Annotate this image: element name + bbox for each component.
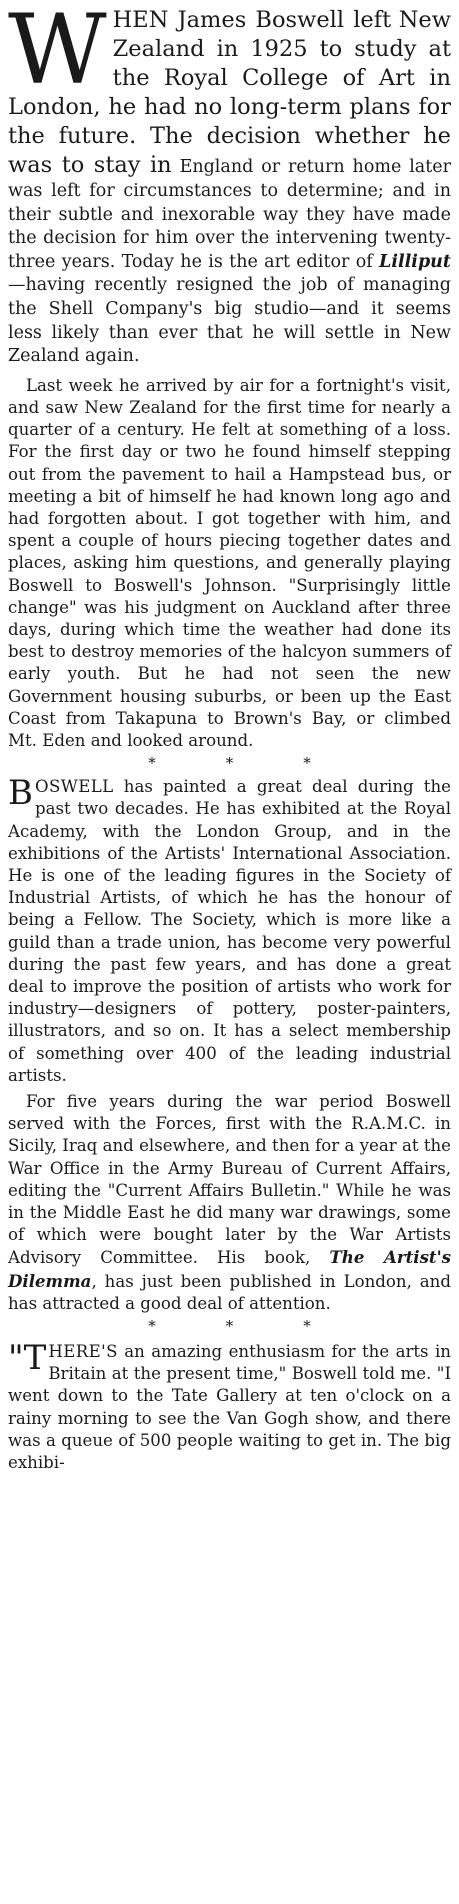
section-cap: "T <box>8 1338 47 1379</box>
war-text-pre: For five years during the war period Boswell served with the Forces, first with the R.A.M.C. in Sicily, Iraq and elsewhere, and then for a year at the War Office in the Army Bureau of Current Affairs, editing the "Current Affairs Bulletin." While he was in the Middle East he did many war drawings, some of which were bought later by the War Artists Advisory Committee. His book, <box>8 1092 451 1268</box>
section-lead: OSWELL <box>35 777 114 797</box>
section-separator <box>8 1317 451 1335</box>
separator-star: * <box>303 754 311 773</box>
career-text: has painted a great deal during the past two decades. He has exhibited at the Royal Academy, with the London Group, and in the exhibitions of the Artists' International Association. He is one of the leading figures in the Society of Industrial Artists, of which he has the honour of being a Fellow. The Society, which is more like a guild than a trade union, has become very powerful during the past few years, and has done a great deal to improve the position of artists who work for industry—designers of pottery, poster-painters, illustrators, and so on. It has a select membership of something over 400 of the leading industrial artists. <box>8 777 451 1085</box>
book-title: The Artist's Dilemma <box>8 1247 452 1291</box>
section-cap: B <box>8 773 33 814</box>
separator-star: * <box>225 1317 234 1336</box>
section-lead: HERE'S <box>48 1342 118 1362</box>
war-text-post: , has just been published in London, and has attracted a good deal of attention. <box>8 1271 451 1313</box>
enthusiasm-paragraph <box>8 1338 451 1474</box>
magazine-title: Lilliput <box>379 251 451 272</box>
opening-body-post: —having recently resigned the job of managing the Shell Company's big studio—and it seems less likely than ever that he will settle in New Zealand again. <box>8 275 451 367</box>
separator-star: * <box>148 754 156 773</box>
separator-star: * <box>225 754 234 773</box>
career-paragraph <box>8 773 451 1087</box>
drop-cap: W <box>8 0 107 106</box>
visit-paragraph: Last week he arrived by air for a fortnight's visit, and saw New Zealand for the first time for nearly a quarter of a century. He felt at something of a loss. For the first day or two he found himself stepping out from the pavement to hail a Hampstead bus, or meeting a bit of himself he had known long ago and had forgotten about. I got together with him, and spent a couple of hours piecing together dates and places, asking him questions, and generally playing Boswell to Boswell's Johnson. "Surprisingly little change" was his judgment on Auckland after three days, during which time the weather had done its best to destroy memories of the halcyon summers of early youth. But he had not seen the new Government housing suburbs, or been up the East Coast from Takapuna to Brown's Bay, or climbed Mt. Eden and looked around. <box>8 375 451 750</box>
enthusiasm-text: an amazing enthusiasm for the arts in Britain at the present time," Boswell told me. "I went down to the Tate Gallery at ten o'clock on a rainy morning to see the Van Gogh show, and there was a queue of 500 people waiting to get in. The big exhibi- <box>8 1342 451 1473</box>
opening-lead-caps: HEN James Boswell left <box>112 7 392 33</box>
opening-paragraph <box>8 0 451 369</box>
opening-lead-rest: New Zealand in 1925 to study at the Royal College of Art in London, he had no long-term plans for the future. The decision whether he was to stay in <box>8 7 451 178</box>
war-paragraph <box>8 1091 451 1315</box>
opening-body-pre: England or return home later was left for circumstances to determine; and in their subtle and inexorable way they have made the decision for him over the intervening twenty-three years. Today he is the art editor of <box>8 157 451 272</box>
separator-star: * <box>148 1317 156 1336</box>
separator-star: * <box>303 1317 311 1336</box>
section-separator <box>8 754 451 772</box>
